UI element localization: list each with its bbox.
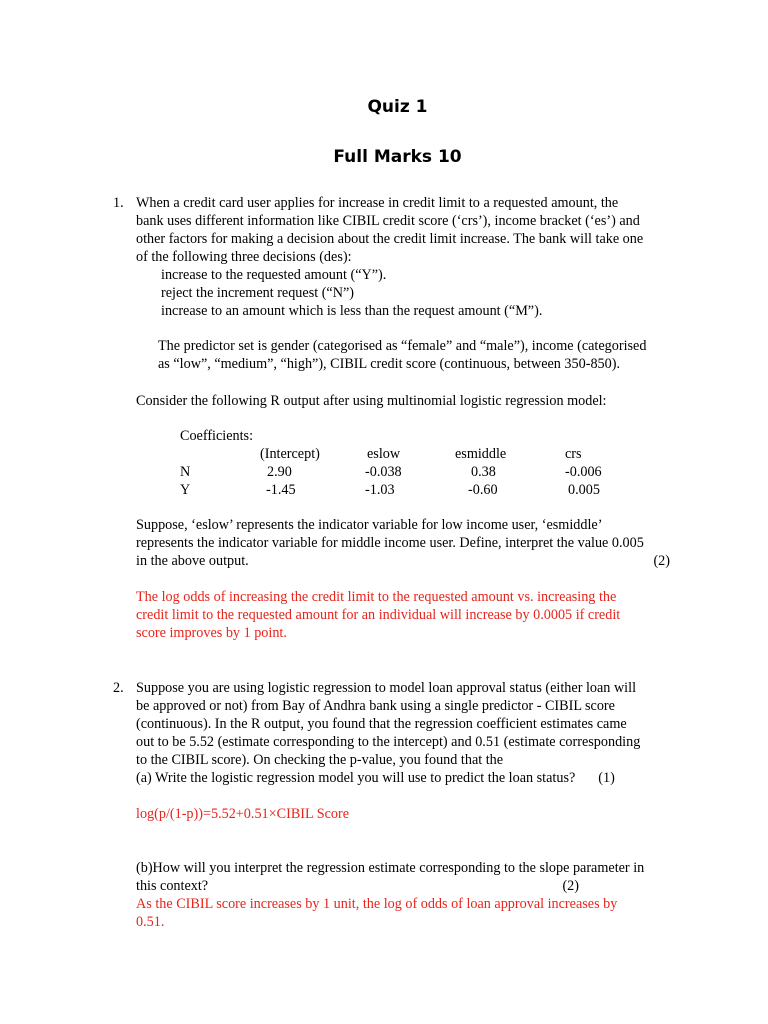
q1-answer-line: The log odds of increasing the credit limit to the requested amount vs. increasing the bbox=[136, 589, 617, 605]
q2-answer-a: log(p/(1-p))=5.52+0.51×CIBIL Score bbox=[136, 806, 349, 822]
full-marks-heading: Full Marks 10 bbox=[333, 147, 462, 167]
header-cell: esmiddle bbox=[455, 446, 507, 462]
q2-intro-line: (continuous). In the R output, you found that the regression coefficient estimates came bbox=[136, 716, 627, 732]
header-cell: eslow bbox=[367, 446, 401, 462]
q2-part-b-text: this context? bbox=[136, 878, 209, 894]
q1-intro-line: of the following three decisions (des): bbox=[136, 249, 352, 265]
q2-part-a-marks: (1) bbox=[598, 770, 615, 786]
q1-decision-m: increase to an amount which is less than the request amount (“M”). bbox=[161, 303, 543, 319]
q1-answer bbox=[136, 588, 682, 642]
table-cell: -1.45 bbox=[266, 482, 296, 498]
q2-part-a bbox=[136, 769, 682, 787]
q1-consider: Consider the following R output after using multinomial logistic regression model: bbox=[136, 393, 607, 409]
q1-question-text: in the above output. bbox=[136, 553, 249, 569]
q2-intro-line: Suppose you are using logistic regression to model loan approval status (either loan will bbox=[136, 680, 637, 696]
q1-question-line: represents the indicator variable for middle income user. Define, interpret the value 0.005 bbox=[136, 535, 644, 551]
q1-intro-line: bank uses different information like CIBIL credit score (‘crs’), income bracket (‘es’) and bbox=[136, 213, 640, 229]
table-cell: -0.006 bbox=[565, 464, 602, 480]
q2-intro bbox=[136, 679, 682, 787]
q1-intro-line: other factors for making a decision about the credit limit increase. The bank will take one bbox=[136, 231, 644, 247]
q2-part-b-line bbox=[136, 877, 682, 895]
q2-intro-line: out to be 5.52 (estimate corresponding to the intercept) and 0.51 (estimate corresponding bbox=[136, 734, 641, 750]
q1-predictor-line: as “low”, “medium”, “high”), CIBIL credit score (continuous, between 350-850). bbox=[158, 356, 620, 372]
table-cell: -0.60 bbox=[468, 482, 498, 498]
table-cell: 0.005 bbox=[568, 482, 600, 498]
q1-question-line: Suppose, ‘eslow’ represents the indicator variable for low income user, ‘esmiddle’ bbox=[136, 517, 603, 533]
table-cell: -1.03 bbox=[365, 482, 395, 498]
q1-answer-line: score improves by 1 point. bbox=[136, 625, 287, 641]
q1-predictor-line: The predictor set is gender (categorised as “female” and “male”), income (categorised bbox=[158, 338, 647, 354]
coefficients-label: Coefficients: bbox=[180, 428, 254, 444]
table-cell: 2.90 bbox=[267, 464, 292, 480]
coefficients-label-row bbox=[180, 427, 625, 445]
quiz-title: Quiz 1 bbox=[367, 97, 428, 117]
q2-intro-line: to the CIBIL score). On checking the p-value, you found that the bbox=[136, 752, 504, 768]
q1-predictors bbox=[136, 337, 682, 373]
coefficients-table bbox=[180, 427, 625, 499]
q1-marks: (2) bbox=[653, 553, 670, 569]
q2-answer-b bbox=[136, 895, 682, 931]
table-row bbox=[180, 481, 625, 499]
q2-answer-b-line: As the CIBIL score increases by 1 unit, the log of odds of loan approval increases by bbox=[136, 896, 618, 912]
row-label: N bbox=[180, 464, 191, 480]
q1-decision-y: increase to the requested amount (“Y”). bbox=[161, 267, 387, 283]
table-cell: 0.38 bbox=[471, 464, 496, 480]
table-row bbox=[180, 463, 625, 481]
q2-number: 2. bbox=[113, 680, 124, 696]
table-cell: -0.038 bbox=[365, 464, 402, 480]
row-label: Y bbox=[180, 482, 191, 498]
q1-question bbox=[136, 516, 682, 570]
q2-part-b-line: (b)How will you interpret the regression estimate corresponding to the slope parameter in bbox=[136, 860, 645, 876]
q2-part-a-text: (a) Write the logistic regression model you will use to predict the loan status? bbox=[136, 770, 576, 786]
header-cell: crs bbox=[565, 446, 582, 462]
q2-intro-line: be approved or not) from Bay of Andhra bank using a single predictor - CIBIL score bbox=[136, 698, 615, 714]
q1-decision-n: reject the increment request (“N”) bbox=[161, 285, 354, 301]
q2-answer-b-line: 0.51. bbox=[136, 914, 165, 930]
q2-part-b bbox=[136, 859, 682, 895]
header-cell bbox=[180, 445, 260, 463]
q1-question-line bbox=[136, 552, 682, 570]
q1-number: 1. bbox=[113, 195, 124, 211]
q2-part-b-marks: (2) bbox=[562, 878, 579, 894]
header-cell: (Intercept) bbox=[260, 446, 320, 462]
q1-answer-line: credit limit to the requested amount for an individual will increase by 0.0005 if credit bbox=[136, 607, 621, 623]
q1-intro-line: When a credit card user applies for increase in credit limit to a requested amount, the bbox=[136, 195, 619, 211]
q1-intro bbox=[136, 194, 682, 320]
coefficients-header-row bbox=[180, 445, 625, 463]
